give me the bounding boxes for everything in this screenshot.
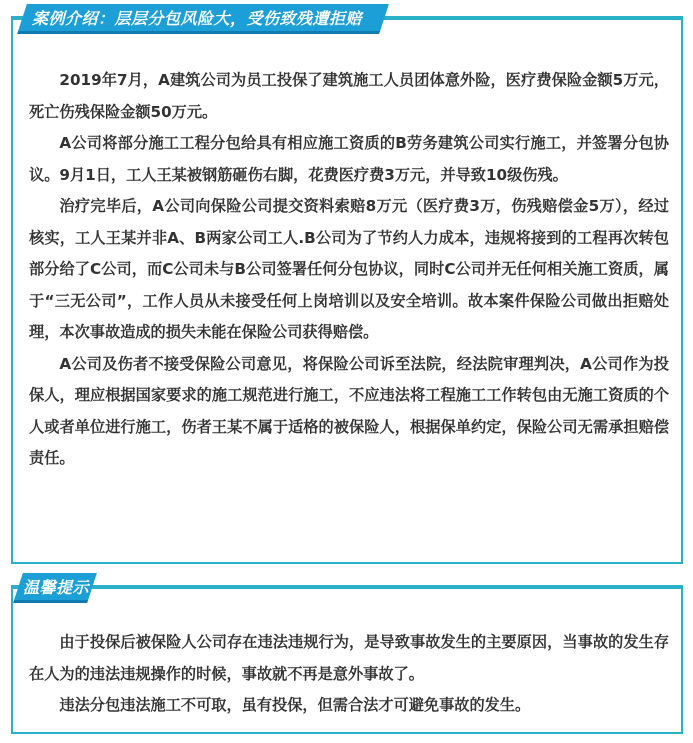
tip-paragraph: 违法分包违法施工不可取，虽有投保，但需合法才可避免事故的发生。 xyxy=(59,696,531,714)
tip-body xyxy=(29,627,669,722)
tip-paragraph: 由于投保后被保险人公司存在违法违规行为，是导致事故发生的主要原因，当事故的发生存在人为的违法违规操作的时候，事故就不再是意外事故了。 xyxy=(29,633,669,683)
case-paragraph: 治疗完毕后，A公司向保险公司提交资料索赔8万元（医疗费3万，伤残赔偿金5万），经过核实，工人王某并非A、B两家公司工人.B公司为了节约人力成本，违规将接到的工程再次转包部分给了C公司，而C公司未与B公司签署任何分包协议，同时C公司并无任何相关施工资质，属于“三无公司”，工作人员从未接受任何上岗培训以及安全培训。故本案件保险公司做出拒赔处理，本次事故造成的损失未能在保险公司获得赔偿。 xyxy=(29,197,669,341)
tip-title: 温馨提示 xyxy=(23,578,90,597)
case-paragraph: A公司将部分施工工程分包给具有相应施工资质的B劳务建筑公司实行施工，并签署分包协议。9月1日，工人王某被钢筋砸伤右脚，花费医疗费3万元，并导致10级伤残。 xyxy=(29,134,669,184)
case-title: 案例介绍：层层分包风险大，受伤致残遭拒赔 xyxy=(32,9,363,28)
case-paragraph: A公司及伤者不接受保险公司意见，将保险公司诉至法院，经法院审理判决，A公司作为投保人，理应根据国家要求的施工规范进行施工，不应违法将工程施工工作转包由无施工资质的个人或者单位进行施工，伤者王某不属于适格的被保险人，根据保单约定，保险公司无需承担赔偿责任。 xyxy=(29,354,669,467)
case-body xyxy=(29,65,669,475)
case-paragraph: 2019年7月，A建筑公司为员工投保了建筑施工人员团体意外险，医疗费保险金额5万元，死亡伤残保险金额50万元。 xyxy=(29,71,669,121)
